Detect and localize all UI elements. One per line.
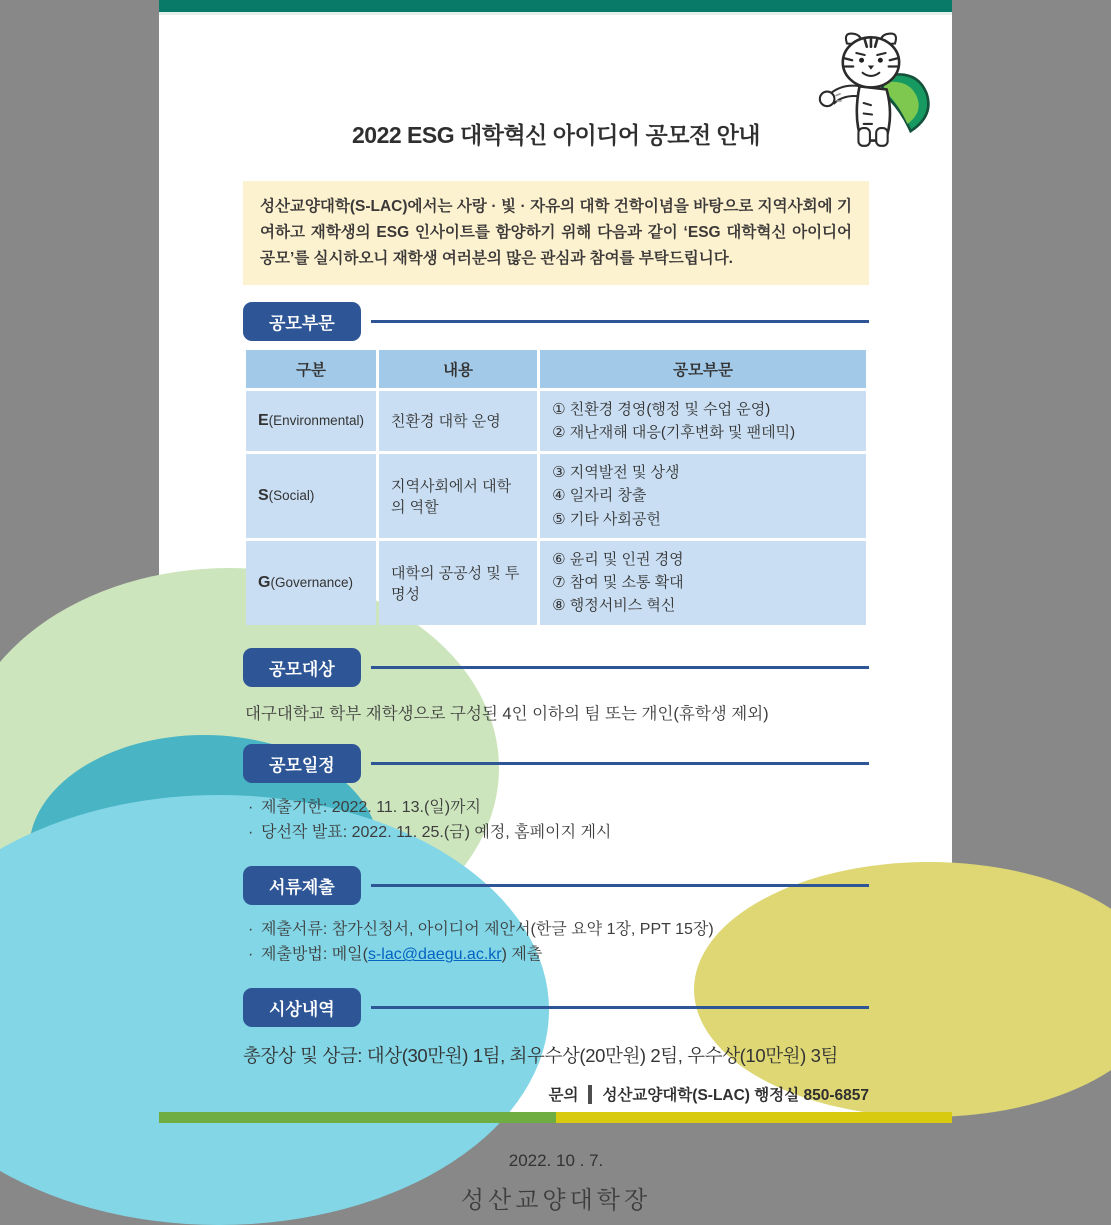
bullet-dot: · [248, 824, 254, 842]
schedule-deadline: · 제출기한: 2022. 11. 13.(일)까지 [248, 795, 869, 821]
submission-documents: · 제출서류: 참가신청서, 아이디어 제안서(한글 요약 1장, PPT 15장) [248, 917, 869, 943]
section-badge-seryu: 서류제출 [243, 866, 361, 905]
bottom-bar-green [159, 1112, 556, 1123]
bullet-dot: · [248, 798, 254, 816]
cell-items-e [540, 391, 866, 452]
section-rule [371, 320, 869, 323]
category-letter: G [258, 573, 271, 591]
category-word: (Governance) [270, 574, 353, 590]
bullet-dot: · [248, 946, 254, 964]
esg-category-table [243, 347, 869, 628]
contact-line [243, 1083, 869, 1105]
intro-text: 성산교양대학(S-LAC)에서는 사랑 · 빛 · 자유의 대학 건학이념을 바탕으로 지역사회에 기여하고 재학생의 ESG 인사이트를 함양하기 위해 다음과 같이 ‘ESG 대학혁신 아이디어 공모’를 실시하오니 재학생 여러분의 많은 관심과 참여를 부탁드립니다. [260, 198, 852, 267]
section-badge-iljeong: 공모일정 [243, 744, 361, 783]
cell-category-s [246, 454, 376, 538]
section-badge-bumun: 공모부문 [243, 302, 361, 341]
cell-items-s [540, 454, 866, 538]
category-word: (Social) [268, 488, 315, 503]
eligibility-text: 대구대학교 학부 재학생으로 구성된 4인 이하의 팀 또는 개인(휴학생 제외) [245, 704, 769, 723]
column-header-gubun: 구분 [246, 350, 376, 388]
item-line: ② 재난재해 대응(기후변화 및 팬데믹) [552, 423, 796, 441]
cell-items-g [540, 541, 866, 625]
tiger-mascot-icon [808, 30, 936, 150]
category-letter: E [258, 411, 269, 429]
item-line: ④ 일자리 창출 [552, 487, 647, 505]
cell-category-e [246, 391, 376, 452]
section-badge-daesang: 공모대상 [243, 648, 361, 687]
cell-content-s: 지역사회에서 대학의 역할 [379, 454, 537, 538]
column-header-naeyong: 내용 [379, 350, 537, 388]
contact-divider [588, 1085, 592, 1104]
submission-method: · 제출방법: 메일(s-lac@daegu.ac.kr) 제출 [248, 942, 869, 968]
section-bumun-header [243, 302, 869, 341]
table-row-governance [246, 541, 866, 625]
category-letter: S [258, 487, 269, 504]
contact-value: 성산교양대학(S-LAC) 행정실 850-6857 [602, 1087, 869, 1104]
email-link[interactable]: s-lac@daegu.ac.kr [367, 946, 502, 964]
content-column [243, 15, 869, 1215]
schedule-list [243, 795, 869, 846]
table-row-environmental [246, 391, 866, 452]
item-line: ⑤ 기타 사회공헌 [552, 510, 661, 528]
item-line: ⑧ 행정서비스 혁신 [552, 597, 676, 615]
poster-page [159, 0, 952, 1214]
category-word: (Environmental) [268, 412, 364, 428]
table-row-social [246, 454, 866, 538]
section-rule [371, 762, 869, 765]
section-rule [371, 666, 869, 669]
submission-list [243, 917, 869, 968]
section-iljeong-header [243, 744, 869, 783]
awards-text: 총장상 및 상금: 대상(30만원) 1팀, 최우수상(20만원) 2팀, 우수상(10만원) 3팀 [243, 1045, 839, 1066]
section-sisang-header [243, 988, 869, 1027]
item-line: ③ 지역발전 및 상생 [552, 464, 680, 482]
top-accent-bar [159, 0, 952, 15]
cell-content-e: 친환경 대학 운영 [379, 391, 537, 452]
cell-category-g [246, 541, 376, 625]
item-line: ⑦ 참여 및 소통 확대 [552, 574, 684, 592]
issue-date: 2022. 10 . 7. [508, 1151, 604, 1170]
section-seryu-header [243, 866, 869, 905]
section-rule [371, 884, 869, 887]
section-badge-sisang: 시상내역 [243, 988, 361, 1027]
bullet-dot: · [248, 920, 254, 938]
contact-label: 문의 [548, 1087, 579, 1104]
table-header-row [246, 350, 866, 388]
schedule-announcement: · 당선작 발표: 2022. 11. 25.(금) 예정, 홈페이지 게시 [248, 820, 869, 846]
column-header-bumun: 공모부문 [540, 350, 866, 388]
signature-dean: 성산교양대학장 [460, 1187, 652, 1214]
bottom-bar-yellow [556, 1112, 952, 1123]
cell-content-g: 대학의 공공성 및 투명성 [379, 541, 537, 625]
section-daesang-header [243, 648, 869, 687]
item-line: ⑥ 윤리 및 인권 경영 [552, 550, 684, 568]
intro-box [243, 181, 869, 285]
section-rule [371, 1006, 869, 1009]
item-line: ① 친환경 경영(행정 및 수업 운영) [552, 400, 771, 418]
page-title: 2022 ESG 대학혁신 아이디어 공모전 안내 [351, 122, 761, 148]
